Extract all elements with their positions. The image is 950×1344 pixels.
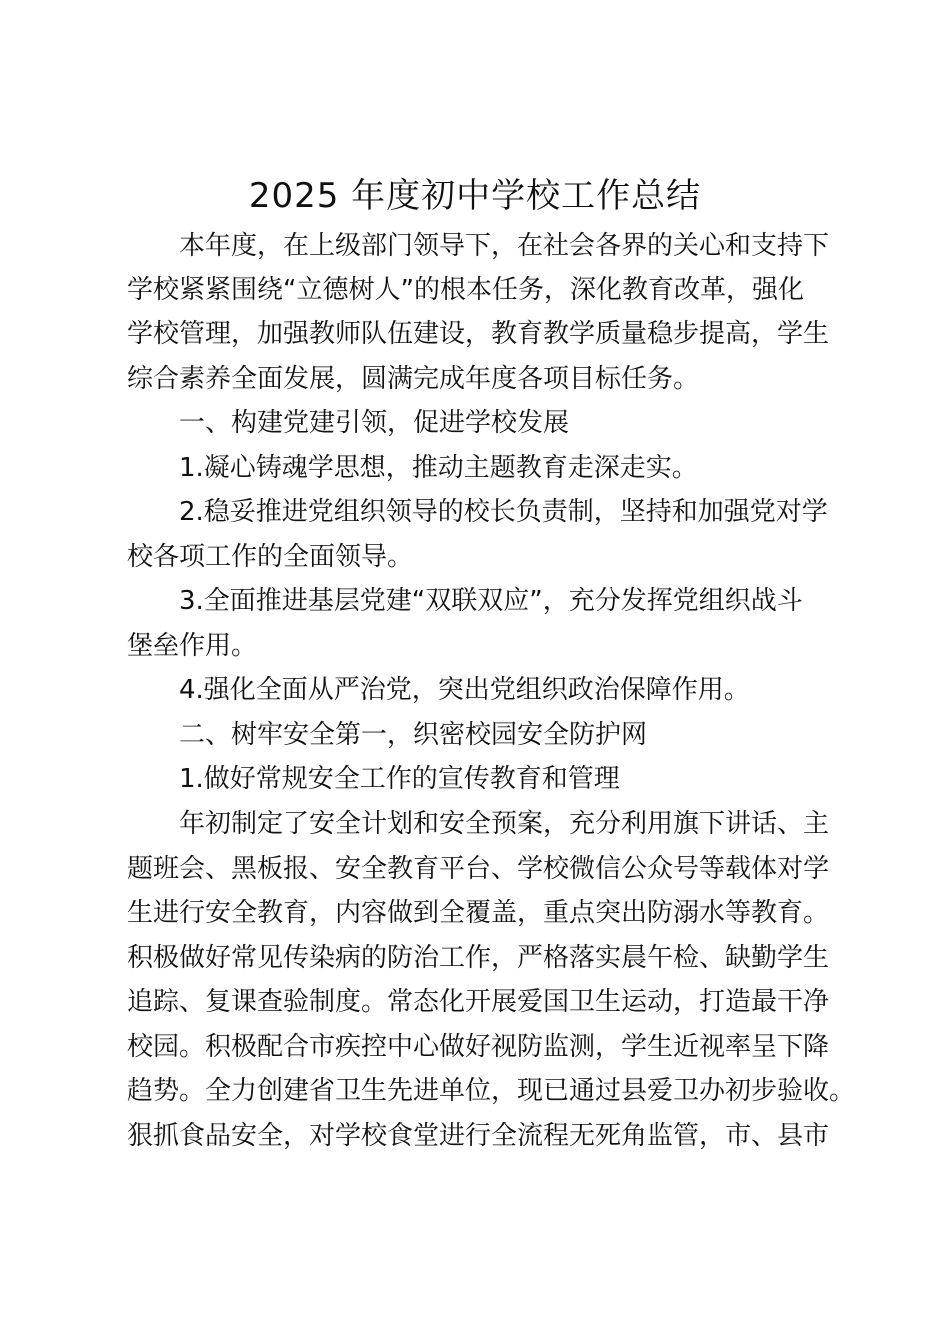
subsection-heading: 1.做好常规安全工作的宣传教育和管理	[179, 764, 620, 794]
paragraph-line: 生进行安全教育，内容做到全覆盖，重点突出防溺水等教育。	[127, 898, 830, 928]
list-item: 1.凝心铸魂学思想，推动主题教育走深走实。	[179, 453, 698, 483]
section-heading: 一、构建党建引领，促进学校发展	[179, 408, 570, 438]
paragraph-line: 趋势。全力创建省卫生先进单位，现已通过县爱卫办初步验收。	[127, 1076, 856, 1106]
paragraph-line: 年初制定了安全计划和安全预案，充分利用旗下讲话、主	[179, 809, 830, 839]
paragraph-line: 题班会、黑板报、安全教育平台、学校微信公众号等载体对学	[127, 854, 830, 884]
paragraph-line: 学校紧紧围绕“立德树人”的根本任务，深化教育改革，强化	[127, 275, 804, 305]
list-item: 4.强化全面从严治党，突出党组织政治保障作用。	[179, 675, 750, 705]
paragraph-line: 积极做好常见传染病的防治工作，严格落实晨午检、缺勤学生	[127, 943, 830, 973]
paragraph-line: 本年度，在上级部门领导下，在社会各界的关心和支持下	[179, 231, 830, 261]
paragraph-line: 学校管理，加强教师队伍建设，教育教学质量稳步提高，学生	[127, 319, 830, 349]
document-title: 2025 年度初中学校工作总结	[248, 176, 702, 216]
list-item-continuation: 堡垒作用。	[127, 631, 258, 661]
section-heading: 二、树牢安全第一，织密校园安全防护网	[179, 720, 648, 750]
paragraph-line: 校园。积极配合市疾控中心做好视防监测，学生近视率呈下降	[127, 1032, 830, 1062]
list-item-continuation: 校各项工作的全面领导。	[127, 542, 414, 572]
paragraph-line: 狠抓食品安全，对学校食堂进行全流程无死角监管，市、县市	[127, 1121, 830, 1151]
list-item: 3.全面推进基层党建“双联双应”，充分发挥党组织战斗	[179, 586, 803, 616]
paragraph-line: 综合素养全面发展，圆满完成年度各项目标任务。	[127, 364, 700, 394]
paragraph-line: 追踪、复课查验制度。常态化开展爱国卫生运动，打造最干净	[127, 987, 830, 1017]
list-item: 2.稳妥推进党组织领导的校长负责制，坚持和加强党对学	[179, 497, 828, 527]
